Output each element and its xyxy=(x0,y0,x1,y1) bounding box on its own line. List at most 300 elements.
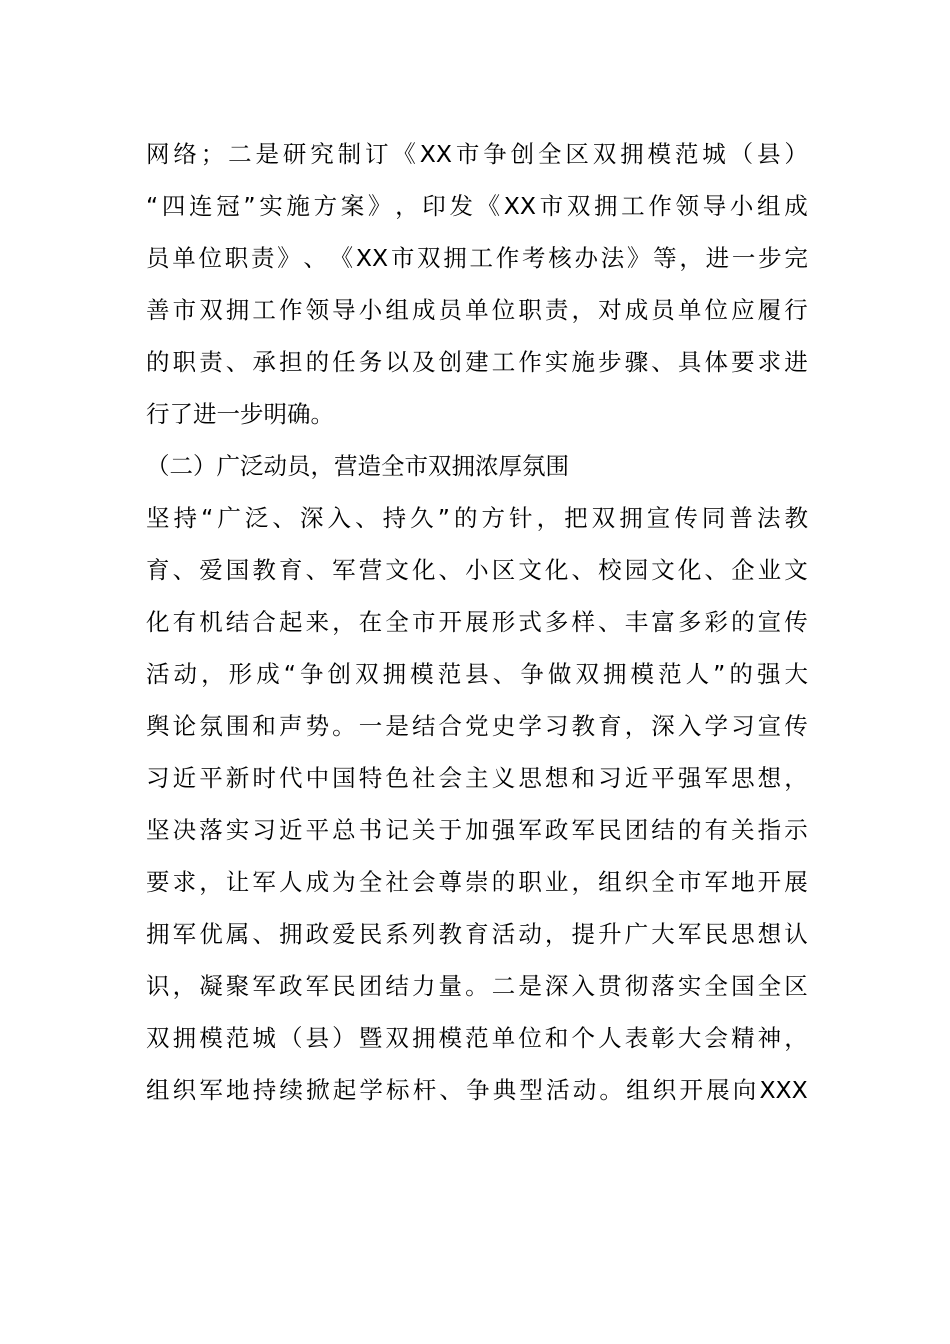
text-glyph: 区 xyxy=(565,140,589,168)
text-glyph: 小 xyxy=(358,296,383,324)
text-glyph: 舆 xyxy=(146,712,170,740)
text-glyph: 政 xyxy=(305,920,330,948)
text-glyph: 入 xyxy=(571,972,595,1000)
text-glyph: 围 xyxy=(225,712,250,740)
text-glyph: 案 xyxy=(340,192,365,220)
text-glyph: 关 xyxy=(731,816,755,844)
text-glyph: 是 xyxy=(385,712,409,740)
text-glyph: 业 xyxy=(544,868,569,896)
text-glyph: 订 xyxy=(365,140,389,168)
text-glyph: 员 xyxy=(438,296,463,324)
text-glyph: 的 xyxy=(453,504,478,532)
text-glyph: 双 xyxy=(385,1024,409,1052)
text-glyph: 续 xyxy=(279,1076,303,1104)
text-glyph: 双 xyxy=(566,192,591,220)
text-glyph: 方 xyxy=(481,504,505,532)
text-glyph: XX xyxy=(355,244,389,272)
text-glyph: 标 xyxy=(386,1076,410,1104)
text-line xyxy=(146,960,808,1012)
text-line xyxy=(146,544,808,596)
text-glyph: 传 xyxy=(784,608,808,636)
text-glyph: 军 xyxy=(571,816,595,844)
text-glyph: 加 xyxy=(465,816,489,844)
text-glyph: ， xyxy=(332,608,356,636)
text-glyph: 崇 xyxy=(465,868,489,896)
text-glyph: 学 xyxy=(518,712,542,740)
text-glyph: 求 xyxy=(172,868,197,896)
text-glyph: ， xyxy=(679,244,703,272)
text-glyph: 持 xyxy=(382,504,407,532)
text-glyph: 声 xyxy=(278,712,303,740)
text-glyph: 作 xyxy=(518,348,542,376)
text-glyph: 习 xyxy=(252,816,276,844)
text-glyph: 党 xyxy=(465,712,489,740)
text-glyph: 职 xyxy=(224,244,249,272)
text-glyph: 尊 xyxy=(438,868,463,896)
text-glyph: 责 xyxy=(199,348,223,376)
text-glyph: 深 xyxy=(299,504,324,532)
text-glyph: 双 xyxy=(199,296,223,324)
text-glyph: ， xyxy=(571,868,595,896)
text-glyph: 行 xyxy=(784,296,808,324)
text-glyph: 全 xyxy=(385,608,409,636)
text-glyph: 成 xyxy=(305,868,330,896)
text-glyph: 络 xyxy=(173,140,197,168)
text-glyph: 善 xyxy=(146,296,170,324)
text-glyph: 优 xyxy=(199,920,223,948)
text-glyph: 范 xyxy=(437,660,462,688)
text-glyph: 市 xyxy=(411,608,436,636)
text-glyph: 究 xyxy=(310,140,334,168)
text-glyph: 针 xyxy=(509,504,533,532)
text-glyph: 育 xyxy=(598,712,622,740)
text-glyph: 平 xyxy=(651,764,675,792)
text-glyph: 习 xyxy=(731,712,755,740)
text-glyph: 人 xyxy=(685,660,710,688)
text-glyph: 成 xyxy=(784,192,808,220)
text-glyph: 多 xyxy=(544,608,569,636)
text-glyph: 市 xyxy=(455,140,480,168)
text-glyph: 民 xyxy=(704,920,728,948)
text-glyph: “ xyxy=(201,504,214,532)
text-glyph: 化 xyxy=(146,608,170,636)
text-glyph: 社 xyxy=(385,868,409,896)
text-glyph: 步 xyxy=(758,244,782,272)
text-glyph: 国 xyxy=(731,972,755,1000)
text-glyph: 市 xyxy=(390,244,415,272)
text-glyph: 思 xyxy=(518,764,542,792)
text-glyph: 大 xyxy=(677,1024,702,1052)
text-glyph: 、 xyxy=(355,504,379,532)
text-glyph: 让 xyxy=(225,868,250,896)
text-glyph: 任 xyxy=(332,348,356,376)
text-glyph: 施 xyxy=(571,348,595,376)
text-glyph: 拥 xyxy=(278,920,303,948)
text-glyph: 史 xyxy=(491,712,516,740)
text-glyph: 要 xyxy=(146,868,170,896)
text-glyph: 职 xyxy=(518,296,542,324)
text-glyph: 具 xyxy=(677,348,702,376)
text-glyph: 势 xyxy=(305,712,330,740)
text-glyph: 织 xyxy=(172,1076,197,1104)
text-glyph: 作 xyxy=(495,244,520,272)
text-glyph: 的 xyxy=(305,348,330,376)
text-glyph: 进 xyxy=(705,244,730,272)
text-glyph: 动 xyxy=(572,1076,597,1104)
text-glyph: 杆 xyxy=(412,1076,437,1104)
text-glyph: 化 xyxy=(544,556,569,584)
text-glyph: 、 xyxy=(225,348,250,376)
text-line xyxy=(146,128,808,180)
text-glyph: 近 xyxy=(172,764,197,792)
text-glyph: 《 xyxy=(329,244,354,272)
text-glyph: 式 xyxy=(518,608,542,636)
text-glyph: 氛 xyxy=(199,712,223,740)
text-glyph: 争 xyxy=(299,660,324,688)
text-glyph: 特 xyxy=(358,764,383,792)
text-glyph: 位 xyxy=(491,296,516,324)
text-glyph: 网 xyxy=(146,140,170,168)
text-glyph: 方 xyxy=(313,192,338,220)
text-glyph: 样 xyxy=(571,608,595,636)
text-glyph: 结 xyxy=(651,816,675,844)
text-glyph: 是 xyxy=(518,972,542,1000)
text-glyph: 《 xyxy=(392,140,416,168)
text-glyph: 系 xyxy=(385,920,409,948)
text-glyph: 坚 xyxy=(146,816,170,844)
text-glyph: 冠 xyxy=(216,192,240,220)
text-glyph: 全 xyxy=(651,868,675,896)
text-glyph: ， xyxy=(201,660,225,688)
text-glyph: 丰 xyxy=(624,608,649,636)
text-glyph: 个 xyxy=(571,1024,595,1052)
text-glyph: ” xyxy=(437,504,450,532)
text-glyph: 单 xyxy=(465,296,489,324)
text-glyph: 模 xyxy=(410,660,434,688)
text-glyph: 富 xyxy=(651,608,675,636)
text-glyph: 近 xyxy=(278,816,303,844)
text-glyph: 彩 xyxy=(704,608,728,636)
text-glyph: 代 xyxy=(278,764,303,792)
text-glyph: 进 xyxy=(784,348,808,376)
text-glyph: 文 xyxy=(784,556,808,584)
text-line xyxy=(146,856,808,908)
text-line xyxy=(146,596,808,648)
text-glyph: 在 xyxy=(358,608,383,636)
text-glyph: 教 xyxy=(571,712,595,740)
text-glyph: 宣 xyxy=(757,608,782,636)
text-glyph: 军 xyxy=(172,920,197,948)
text-glyph: 彰 xyxy=(651,1024,675,1052)
text-glyph: 县 xyxy=(305,1024,330,1052)
text-glyph: 考 xyxy=(521,244,546,272)
text-glyph: 二 xyxy=(228,140,252,168)
text-glyph: 领 xyxy=(305,296,330,324)
text-glyph: 贯 xyxy=(598,972,622,1000)
text-glyph: ” xyxy=(243,192,256,220)
text-glyph: 、 xyxy=(172,556,197,584)
text-glyph: 、 xyxy=(272,504,296,532)
text-glyph: 国 xyxy=(332,764,356,792)
text-glyph: 军 xyxy=(252,868,276,896)
text-glyph: 时 xyxy=(252,764,276,792)
text-glyph: 有 xyxy=(172,608,197,636)
text-glyph: 。 xyxy=(465,972,489,1000)
text-glyph: 双 xyxy=(146,1024,170,1052)
text-glyph: 量 xyxy=(438,972,463,1000)
text-glyph: 企 xyxy=(731,556,755,584)
text-glyph: 提 xyxy=(571,920,595,948)
text-glyph: 军 xyxy=(518,816,542,844)
text-glyph: 形 xyxy=(491,608,516,636)
text-line xyxy=(146,1012,808,1064)
text-glyph: 以 xyxy=(385,348,409,376)
text-glyph: 军 xyxy=(677,920,702,948)
text-glyph: ， xyxy=(784,1024,808,1052)
text-glyph: 、 xyxy=(651,348,675,376)
text-glyph: 大 xyxy=(784,660,808,688)
text-glyph: 会 xyxy=(704,1024,728,1052)
text-glyph: 、 xyxy=(252,920,276,948)
text-glyph: 双 xyxy=(591,504,616,532)
text-glyph: 的 xyxy=(146,348,170,376)
text-glyph: 员 xyxy=(651,296,675,324)
text-glyph: 模 xyxy=(630,660,655,688)
text-glyph: 入 xyxy=(327,504,352,532)
text-glyph: 坚 xyxy=(146,504,170,532)
text-glyph: 习 xyxy=(544,712,569,740)
text-glyph: 持 xyxy=(173,504,198,532)
text-glyph: 、 xyxy=(704,556,728,584)
text-glyph: 结 xyxy=(411,712,436,740)
text-glyph: 地 xyxy=(226,1076,250,1104)
text-glyph: 范 xyxy=(658,660,682,688)
text-glyph: 二 xyxy=(491,972,516,1000)
text-glyph: 、 xyxy=(598,608,622,636)
text-glyph: 活 xyxy=(146,660,170,688)
text-glyph: 导 xyxy=(332,296,356,324)
text-glyph: XX xyxy=(503,192,536,220)
text-glyph: 市 xyxy=(677,868,702,896)
text-glyph: 四 xyxy=(161,192,186,220)
text-glyph: 军 xyxy=(704,764,728,792)
text-glyph: 国 xyxy=(225,556,250,584)
text-glyph: ， xyxy=(395,192,419,220)
text-glyph: 深 xyxy=(651,712,675,740)
text-glyph: 宣 xyxy=(757,712,782,740)
text-glyph: 、 xyxy=(439,1076,463,1104)
text-glyph: 拥 xyxy=(146,920,170,948)
text-glyph: 》 xyxy=(626,244,651,272)
text-glyph: 应 xyxy=(731,296,755,324)
text-glyph: 争 xyxy=(466,1076,490,1104)
text-glyph: 形 xyxy=(228,660,253,688)
text-glyph: 创 xyxy=(438,348,463,376)
text-glyph: 动 xyxy=(173,660,198,688)
text-glyph: 近 xyxy=(624,764,649,792)
text-glyph: 民 xyxy=(598,816,622,844)
text-glyph: 区 xyxy=(491,556,516,584)
text-glyph: 人 xyxy=(598,1024,622,1052)
text-glyph: 步 xyxy=(598,348,622,376)
text-glyph: 落 xyxy=(651,972,675,1000)
text-glyph: 政 xyxy=(544,816,569,844)
text-glyph: 争 xyxy=(483,140,507,168)
text-glyph: 织 xyxy=(652,1076,677,1104)
text-glyph: 全 xyxy=(358,868,383,896)
text-glyph: 同 xyxy=(701,504,726,532)
text-glyph: 研 xyxy=(282,140,307,168)
text-glyph: 力 xyxy=(411,972,436,1000)
text-glyph: 典 xyxy=(492,1076,517,1104)
text-glyph: ， xyxy=(544,920,569,948)
text-glyph: 创 xyxy=(510,140,535,168)
text-glyph: 育 xyxy=(465,920,489,948)
text-glyph: 及 xyxy=(411,348,436,376)
text-glyph: 成 xyxy=(256,660,280,688)
text-glyph: 拥 xyxy=(225,296,250,324)
text-glyph: 政 xyxy=(278,972,303,1000)
text-glyph: 区 xyxy=(784,972,808,1000)
text-glyph: 民 xyxy=(332,972,356,1000)
text-glyph: 军 xyxy=(305,972,330,1000)
text-glyph: 骤 xyxy=(624,348,649,376)
text-glyph: 新 xyxy=(225,764,250,792)
text-line xyxy=(146,1064,808,1116)
text-glyph: 团 xyxy=(358,972,383,1000)
text-glyph: 校 xyxy=(598,556,622,584)
text-glyph: 体 xyxy=(704,348,728,376)
text-glyph: 作 xyxy=(648,192,672,220)
text-glyph: 范 xyxy=(225,1024,250,1052)
text-glyph: 示 xyxy=(784,816,808,844)
text-glyph: 成 xyxy=(624,296,649,324)
text-glyph: 育 xyxy=(278,556,303,584)
text-glyph: 模 xyxy=(199,1024,223,1052)
text-glyph: 爱 xyxy=(199,556,223,584)
text-glyph: 组 xyxy=(626,1076,650,1104)
text-glyph: 完 xyxy=(784,244,808,272)
text-glyph: 机 xyxy=(199,608,223,636)
text-glyph: 成 xyxy=(411,296,436,324)
text-glyph: 起 xyxy=(278,608,303,636)
text-glyph: 组 xyxy=(146,1076,170,1104)
text-glyph: 位 xyxy=(704,296,728,324)
text-glyph: 》 xyxy=(367,192,392,220)
text-glyph: 论 xyxy=(172,712,197,740)
text-glyph: 承 xyxy=(252,348,276,376)
text-glyph: 爱 xyxy=(332,920,356,948)
text-glyph: 学 xyxy=(704,712,728,740)
text-glyph: 多 xyxy=(677,608,702,636)
text-glyph: 军 xyxy=(704,868,728,896)
text-glyph: 平 xyxy=(199,764,223,792)
text-glyph: 地 xyxy=(731,868,755,896)
text-glyph: 彻 xyxy=(624,972,649,1000)
text-glyph: 作 xyxy=(278,296,303,324)
text-glyph: 指 xyxy=(757,816,782,844)
text-glyph: 单 xyxy=(491,1024,516,1052)
text-glyph: 核 xyxy=(548,244,572,272)
text-glyph: 、 xyxy=(492,660,517,688)
text-glyph: 人 xyxy=(278,868,303,896)
text-glyph: 神 xyxy=(757,1024,782,1052)
text-glyph: 泛 xyxy=(244,504,269,532)
text-glyph: 于 xyxy=(438,816,463,844)
text-line xyxy=(146,648,808,700)
text-glyph: （ xyxy=(729,140,754,168)
text-glyph: 的 xyxy=(491,868,516,896)
text-glyph: 展 xyxy=(784,868,808,896)
text-glyph: 业 xyxy=(757,556,782,584)
text-glyph: 表 xyxy=(624,1024,649,1052)
text-glyph: 担 xyxy=(278,348,303,376)
text-glyph: 单 xyxy=(172,244,196,272)
text-glyph: ） xyxy=(332,1024,356,1052)
text-glyph: 动 xyxy=(518,920,542,948)
text-glyph: 小 xyxy=(465,556,489,584)
text-glyph: 开 xyxy=(757,868,782,896)
text-glyph: 领 xyxy=(675,192,700,220)
text-glyph: 久 xyxy=(410,504,434,532)
text-glyph: 的 xyxy=(731,608,755,636)
text-glyph: 是 xyxy=(255,140,279,168)
text-glyph: 向 xyxy=(732,1076,757,1104)
text-glyph: 思 xyxy=(731,920,755,948)
text-glyph: 城 xyxy=(252,1024,276,1052)
text-glyph: 发 xyxy=(449,192,473,220)
text-glyph: 、 xyxy=(303,244,327,272)
text-glyph: 全 xyxy=(704,972,728,1000)
text-glyph: 员 xyxy=(146,244,170,272)
text-glyph: 《 xyxy=(476,192,501,220)
text-glyph: 化 xyxy=(677,556,702,584)
text-glyph: 职 xyxy=(518,868,542,896)
text-glyph: 导 xyxy=(702,192,727,220)
text-glyph: ， xyxy=(624,712,649,740)
text-glyph: 市 xyxy=(172,296,197,324)
text-glyph: 。 xyxy=(599,1076,623,1104)
text-glyph: 营 xyxy=(358,556,383,584)
text-glyph: 有 xyxy=(704,816,728,844)
text-glyph: 学 xyxy=(359,1076,383,1104)
text-glyph: 军 xyxy=(199,1076,223,1104)
text-glyph: 教 xyxy=(252,556,276,584)
text-glyph: 争 xyxy=(520,660,544,688)
text-glyph: 城 xyxy=(702,140,726,168)
text-glyph: 和 xyxy=(544,1024,569,1052)
text-glyph: 位 xyxy=(518,1024,542,1052)
text-glyph: 聚 xyxy=(225,972,250,1000)
text-glyph: 化 xyxy=(411,556,436,584)
text-glyph: 法 xyxy=(600,244,625,272)
text-glyph: 结 xyxy=(225,608,250,636)
text-glyph: 升 xyxy=(598,920,622,948)
text-line xyxy=(146,284,808,336)
text-glyph: 平 xyxy=(305,816,330,844)
text-glyph: 、 xyxy=(438,556,463,584)
text-glyph: 强 xyxy=(756,660,781,688)
text-glyph: ， xyxy=(784,764,808,792)
text-glyph: 和 xyxy=(571,764,595,792)
text-glyph: 建 xyxy=(465,348,489,376)
text-line xyxy=(146,804,808,856)
text-glyph: 位 xyxy=(198,244,222,272)
text-glyph: 传 xyxy=(784,712,808,740)
text-glyph: 范 xyxy=(465,1024,489,1052)
text-glyph: 文 xyxy=(651,556,675,584)
text-glyph: 记 xyxy=(385,816,409,844)
